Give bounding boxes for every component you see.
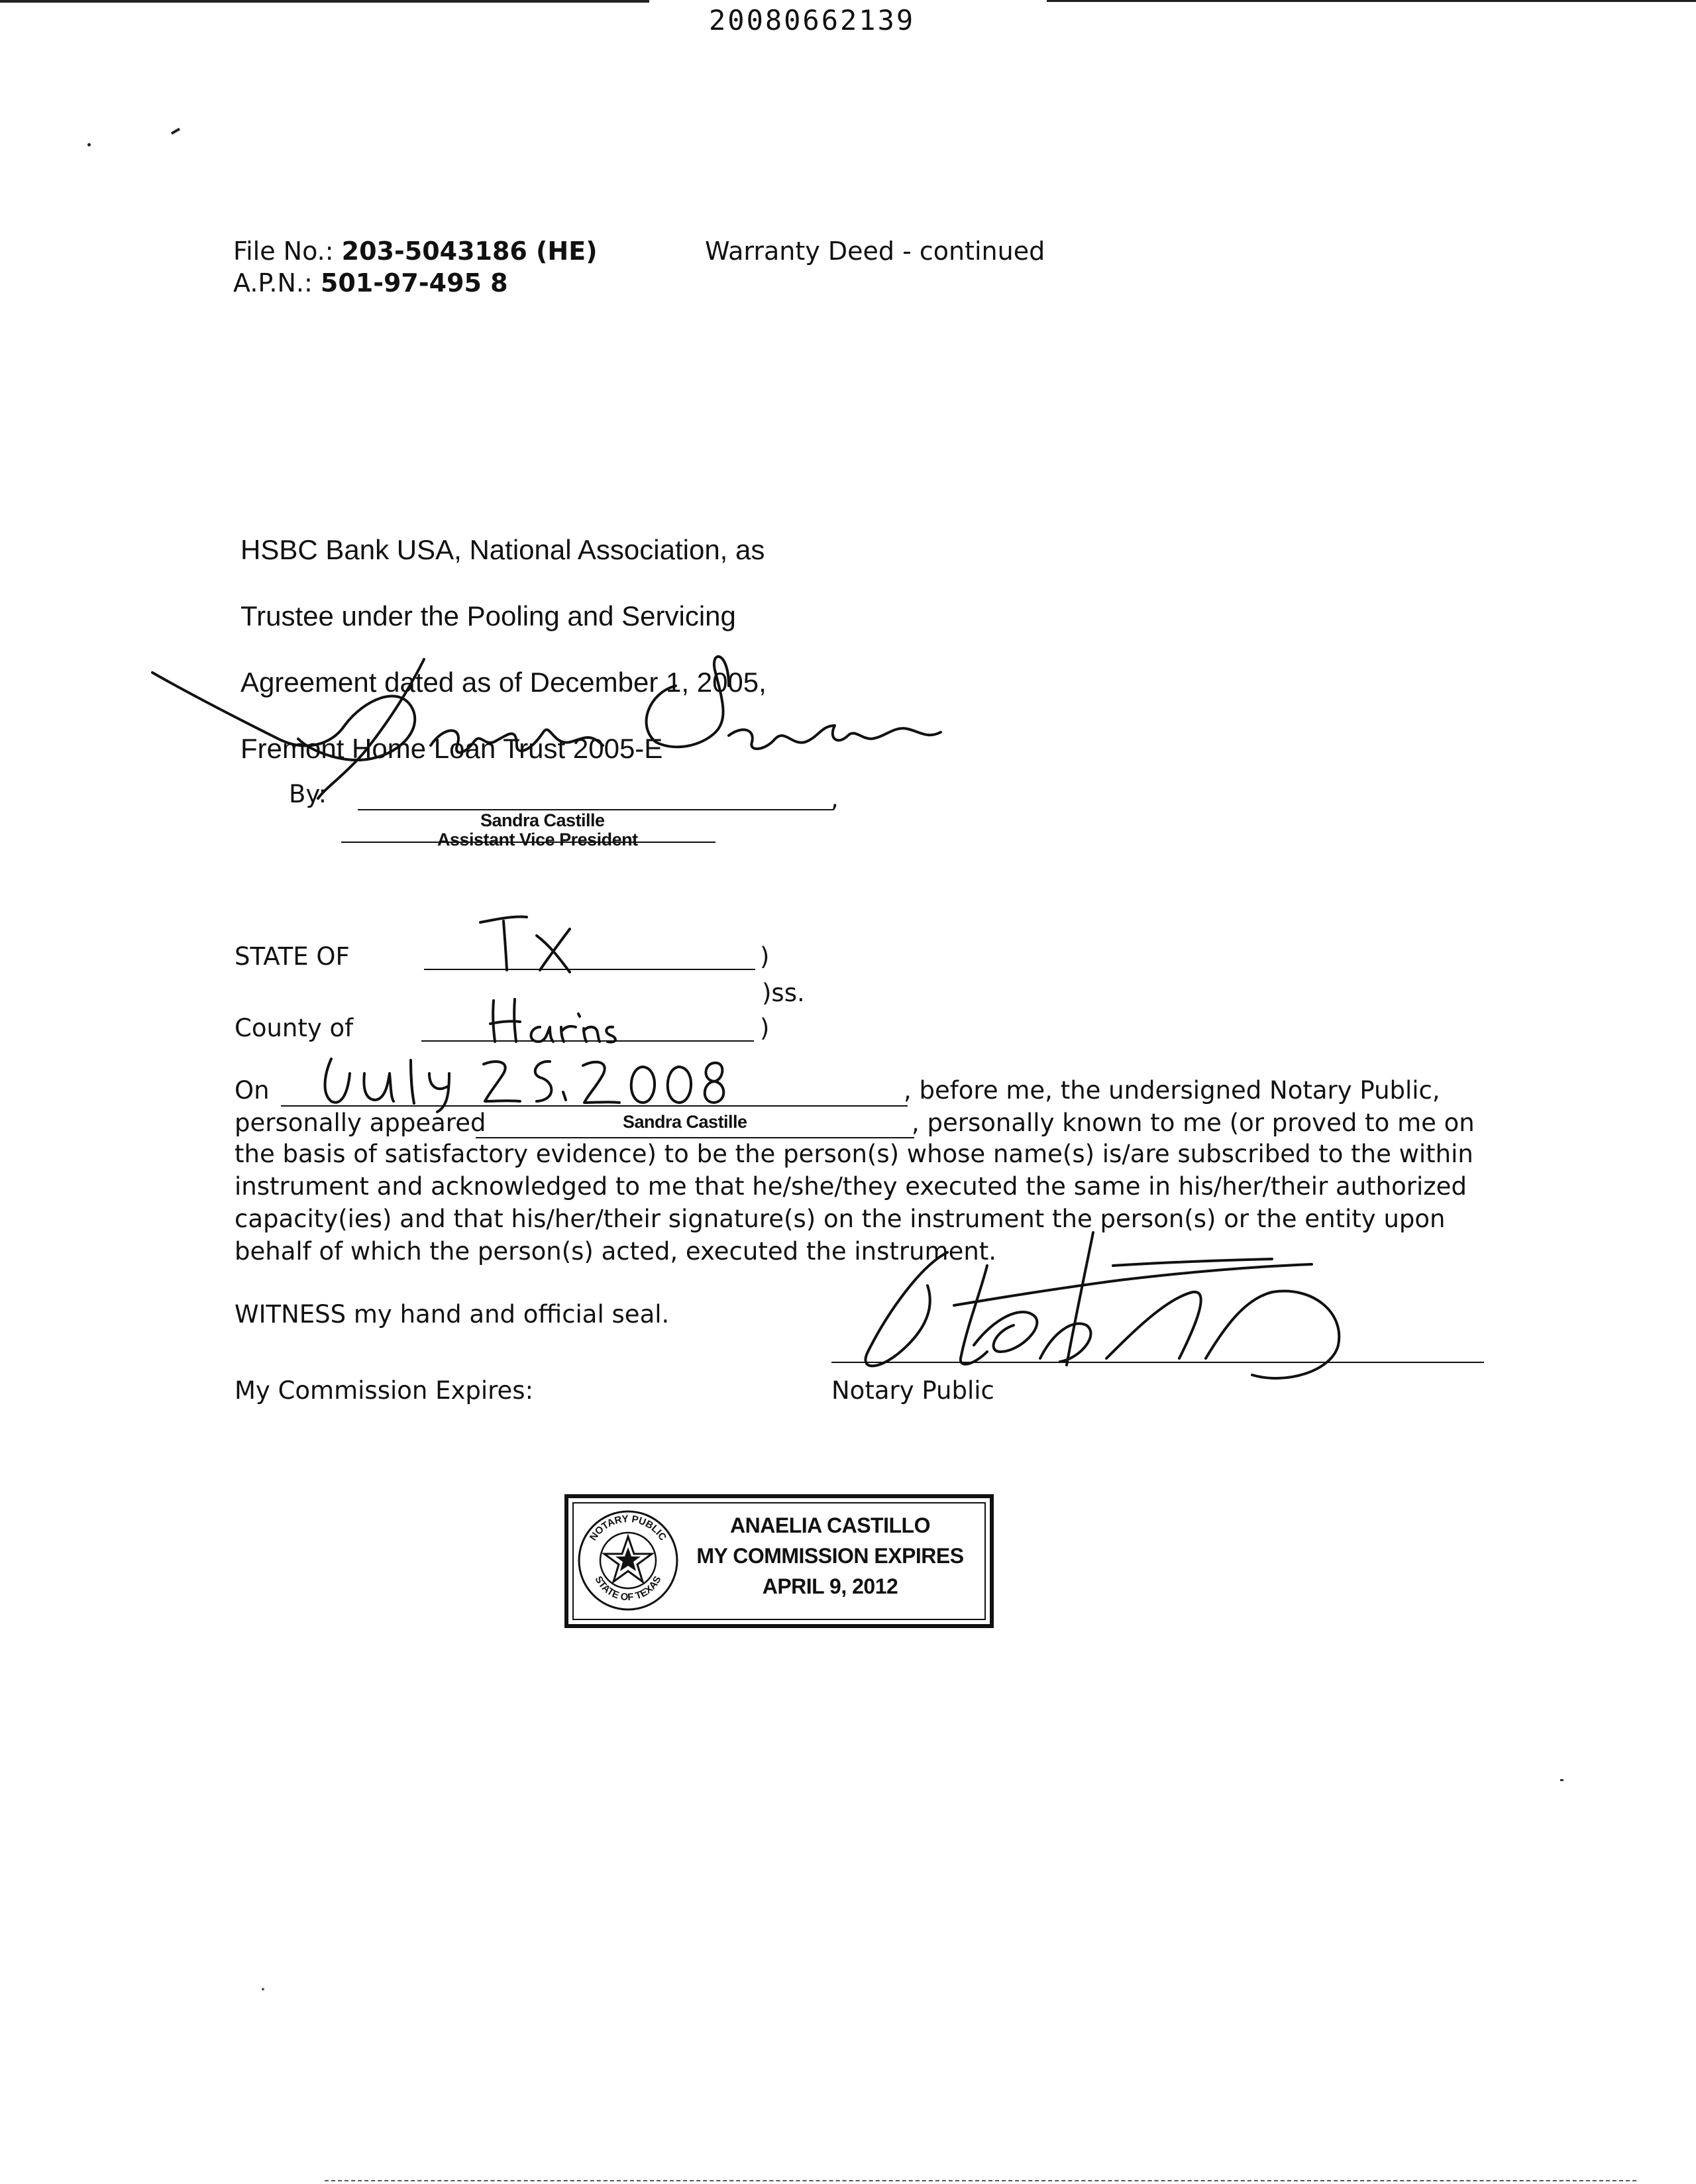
seal-text-bottom: STATE OF TEXAS xyxy=(592,1574,664,1604)
by-label: By: xyxy=(289,780,327,808)
apn-label: A.P.N.: xyxy=(233,268,313,298)
county-paren: ) xyxy=(760,1014,770,1042)
signer-name: Sandra Castille xyxy=(480,810,605,830)
notary-seal xyxy=(575,1507,681,1613)
commission-expires-label: My Commission Expires: xyxy=(235,1376,534,1405)
scan-speck xyxy=(262,1988,264,1991)
stamp-expiry-date: APRIL 9, 2012 xyxy=(762,1574,898,1598)
appeared-name: Sandra Castille xyxy=(623,1112,747,1132)
deed-title: Warranty Deed - continued xyxy=(705,237,1045,266)
on-label: On xyxy=(235,1076,270,1105)
notary-signature xyxy=(822,1226,1352,1398)
state-handwritten xyxy=(477,909,583,975)
top-rule-right xyxy=(1047,0,1696,2)
after-date-text: , before me, the undersigned Notary Public, xyxy=(904,1076,1440,1105)
witness-text: WITNESS my hand and official seal. xyxy=(235,1300,670,1329)
scan-speck xyxy=(87,143,91,146)
seal-text-top: NOTARY PUBLIC xyxy=(587,1513,669,1543)
top-rule xyxy=(0,0,649,3)
county-handwritten xyxy=(487,994,633,1047)
file-no-value: 203-5043186 (HE) xyxy=(341,237,598,266)
file-no-label: File No.: xyxy=(233,237,334,266)
recording-number: 20080662139 xyxy=(709,4,916,36)
state-line xyxy=(424,969,755,970)
signer-title: Assistant Vice President xyxy=(437,830,638,849)
grantor-signature xyxy=(146,646,967,805)
county-label: County of xyxy=(235,1014,354,1042)
notary-public-label: Notary Public xyxy=(831,1376,994,1405)
after-name-text: , personally known to me (or proved to me on xyxy=(912,1109,1475,1137)
ss-label: )ss. xyxy=(762,979,805,1007)
grantor-line: HSBC Bank USA, National Association, as xyxy=(240,534,765,565)
state-label: STATE OF xyxy=(235,942,350,971)
appeared-label: personally appeared xyxy=(235,1109,486,1137)
signature-line-comma: , xyxy=(831,785,839,813)
acknowledgment-text: the basis of satisfactory evidence) to be the person(s) whose name(s) is/are subscribed to the within instrument and acknowledged to me that he/she/they executed the same in his/her/their authorized capacity(ies) and that his/her/their signature(s) on the instrument the person(s) or the entity upon behalf of which the person(s) acted, executed the instrument. xyxy=(235,1140,1473,1266)
apn-value: 501-97-495 8 xyxy=(320,268,508,298)
apn-line xyxy=(233,267,508,299)
file-number-line xyxy=(233,235,598,267)
bottom-rule xyxy=(325,2180,1636,2181)
state-paren: ) xyxy=(760,942,770,971)
notary-stamp xyxy=(564,1494,994,1628)
stamp-commission-label: MY COMMISSION EXPIRES xyxy=(696,1544,964,1568)
stamp-notary-name: ANAELIA CASTILLO xyxy=(730,1513,930,1537)
grantor-line: Trustee under the Pooling and Servicing xyxy=(240,600,736,631)
scan-mark xyxy=(171,128,180,135)
date-handwritten xyxy=(311,1054,735,1115)
grantor-line: Agreement dated as of December 1, 2005, xyxy=(240,667,767,698)
stamp-text xyxy=(684,1510,976,1602)
scan-speck xyxy=(1560,1779,1564,1781)
grantor-line: Fremont Home Loan Trust 2005-E xyxy=(240,733,663,764)
